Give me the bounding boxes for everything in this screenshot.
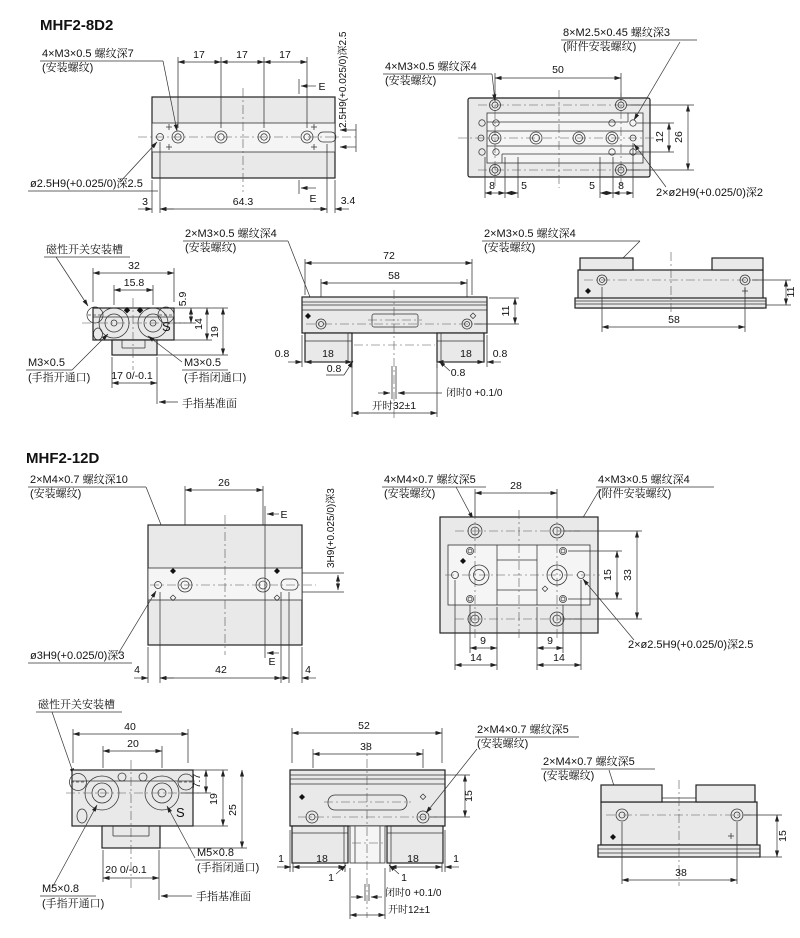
dim-18-right: 18: [460, 348, 472, 360]
view-12d-front: [277, 720, 579, 919]
dim-14-right: 14: [553, 652, 565, 664]
dim-15-g: 15: [602, 569, 614, 581]
dim-3-4: 3.4: [340, 195, 356, 207]
section-e-bottom: E: [309, 193, 317, 205]
note-dowel-2h9: 2×ø2H9(+0.025/0)深2: [656, 187, 764, 199]
dim-58-e: 58: [668, 314, 680, 326]
note-mounting-thread-i2: (安装螺纹): [477, 738, 529, 750]
dim-8-right: 8: [618, 180, 624, 192]
note-close-port-h2: (手指闭通口): [197, 862, 260, 874]
note-mounting-thread-line2: (安装螺纹): [42, 62, 94, 74]
dim-11-e: 11: [785, 286, 797, 298]
note-switch-groove: 磁性开关安装槽: [46, 244, 123, 256]
note-open-port-c1: M3×0.5: [28, 357, 65, 369]
section-e-top: E: [318, 81, 326, 93]
dim-17-tol: 17 0/-0.1: [111, 370, 153, 382]
dim-0-8-right: 0.8: [492, 348, 508, 360]
note-mounting-thread-g2: (安装螺纹): [384, 488, 436, 500]
dim-4-right: 4: [305, 664, 311, 676]
note-mounting-thread-f2: (安装螺纹): [30, 488, 82, 500]
dim-4-left: 4: [134, 664, 140, 676]
note-mounting-thread-d-left2: (安装螺纹): [185, 242, 237, 254]
dim-15-j: 15: [777, 830, 789, 842]
model-title-mhf2-12d: MHF2-12D: [26, 450, 100, 467]
dim-1-step-right: 1: [401, 872, 407, 884]
dim-9-left: 9: [480, 635, 486, 647]
dim-9-right: 9: [547, 635, 553, 647]
note-mounting-thread-b2: (安装螺纹): [385, 75, 437, 87]
dim-18-left-i: 18: [316, 853, 328, 865]
note-dowel-hole: ø2.5H9(+0.025/0)深2.5: [30, 178, 143, 190]
dim-3h9-vertical: 3H9(+0.025/0)深3: [326, 488, 337, 568]
dim-58: 58: [388, 270, 400, 282]
note-finger-datum-h: 手指基准面: [196, 891, 251, 903]
dim-25: 25: [227, 804, 239, 816]
dim-open-32: 开时32±1: [371, 400, 417, 412]
note-mounting-thread-j1: 2×M4×0.7 螺纹深5: [543, 756, 635, 768]
dim-5-left: 5: [521, 180, 527, 192]
view-8d2-front: [183, 226, 640, 420]
view-8d2-side: [28, 31, 358, 213]
dim-50: 50: [552, 64, 564, 76]
dim-0-8-step-left: 0.8: [326, 363, 342, 375]
note-accessory-thread-g2: (附件安装螺纹): [598, 488, 672, 500]
dim-closed-0: 闭时0 +0.1/0: [446, 388, 503, 399]
note-finger-datum: 手指基准面: [182, 398, 237, 410]
dim-26-f: 26: [218, 477, 230, 489]
dim-11: 11: [500, 305, 512, 317]
dim-0-8-step-right: 0.8: [450, 367, 466, 379]
view-8d2-end: [26, 242, 246, 410]
note-mounting-thread-g1: 4×M4×0.7 螺纹深5: [384, 474, 476, 486]
dim-15-i: 15: [463, 790, 475, 802]
dim-3: 3: [142, 196, 148, 208]
dim-19: 19: [209, 326, 221, 338]
dim-64-3: 64.3: [232, 196, 254, 208]
dim-5-9: 5.9: [177, 291, 189, 307]
view-8d2-bottom: [575, 252, 797, 332]
dim-1-right: 1: [453, 853, 459, 865]
dim-12: 12: [654, 131, 666, 143]
dim-26: 26: [673, 131, 685, 143]
note-open-port-c2: (手指开通口): [28, 372, 91, 384]
dim-33: 33: [622, 569, 634, 581]
dim-40: 40: [124, 721, 136, 733]
dim-15-8: 15.8: [123, 277, 145, 289]
dim-8-left: 8: [489, 180, 495, 192]
view-12d-side: [28, 472, 344, 683]
dim-38-i: 38: [360, 741, 372, 753]
s-mark: S: [162, 319, 171, 334]
note-close-port-c2: (手指闭通口): [184, 372, 247, 384]
dim-38-j: 38: [675, 867, 687, 879]
dim-19-h: 19: [208, 793, 220, 805]
dim-17-2: 17: [236, 49, 248, 61]
dim-17-1: 17: [193, 49, 205, 61]
note-open-port-h1: M5×0.8: [42, 883, 79, 895]
section-e-top-f: E: [280, 509, 288, 521]
dim-0-8-left: 0.8: [274, 348, 290, 360]
dim-42: 42: [215, 664, 227, 676]
dim-7-7: 7.7: [191, 773, 203, 789]
view-12d-bottom: [541, 754, 789, 886]
s-mark-h: S: [176, 805, 185, 820]
dim-18-right-i: 18: [407, 853, 419, 865]
dim-32: 32: [128, 260, 140, 272]
dim-18-left: 18: [322, 348, 334, 360]
dim-52: 52: [358, 720, 370, 732]
view-12d-end: [36, 697, 259, 910]
dim-14: 14: [193, 318, 205, 330]
section-e-bottom-f: E: [268, 656, 276, 668]
note-mounting-thread-b1: 4×M3×0.5 螺纹深4: [385, 61, 477, 73]
dim-open-12: 开时12±1: [388, 905, 431, 916]
note-dowel-2-5h9: 2×ø2.5H9(+0.025/0)深2.5: [628, 639, 754, 651]
note-mounting-thread-d-right2: (安装螺纹): [484, 242, 536, 254]
note-mounting-thread-d-left1: 2×M3×0.5 螺纹深4: [185, 228, 277, 240]
dim-closed-0-i: 闭时0 +0.1/0: [385, 888, 442, 899]
dim-slot-tolerance-vertical: 2.5H9(+0.025/0)深2.5: [338, 31, 349, 128]
note-mounting-thread-line1: 4×M3×0.5 螺纹深7: [42, 48, 134, 60]
dim-14-left: 14: [470, 652, 482, 664]
note-switch-groove-h: 磁性开关安装槽: [38, 699, 115, 711]
dim-1-left: 1: [278, 853, 284, 865]
dim-28: 28: [510, 480, 522, 492]
dim-17-3: 17: [279, 49, 291, 61]
note-open-port-h2: (手指开通口): [42, 898, 105, 910]
view-8d2-top: [383, 25, 763, 199]
model-title-mhf2-8d2: MHF2-8D2: [40, 17, 114, 34]
note-accessory-thread-b2: (附件安装螺纹): [563, 41, 637, 53]
view-12d-top: [382, 472, 753, 670]
note-mounting-thread-d-right1: 2×M3×0.5 螺纹深4: [484, 228, 576, 240]
dim-5-right: 5: [589, 180, 595, 192]
dim-20: 20: [127, 738, 139, 750]
note-close-port-h1: M5×0.8: [197, 847, 234, 859]
note-mounting-thread-f1: 2×M4×0.7 螺纹深10: [30, 474, 128, 486]
note-accessory-thread-b1: 8×M2.5×0.45 螺纹深3: [563, 27, 671, 39]
note-mounting-thread-i1: 2×M4×0.7 螺纹深5: [477, 724, 569, 736]
note-close-port-c1: M3×0.5: [184, 357, 221, 369]
note-accessory-thread-g1: 4×M3×0.5 螺纹深4: [598, 474, 690, 486]
note-mounting-thread-j2: (安装螺纹): [543, 770, 595, 782]
dim-1-step-left: 1: [328, 872, 334, 884]
note-dowel-3h9: ø3H9(+0.025/0)深3: [30, 650, 125, 662]
dim-20-tol: 20 0/-0.1: [105, 864, 147, 876]
dim-72: 72: [383, 250, 395, 262]
